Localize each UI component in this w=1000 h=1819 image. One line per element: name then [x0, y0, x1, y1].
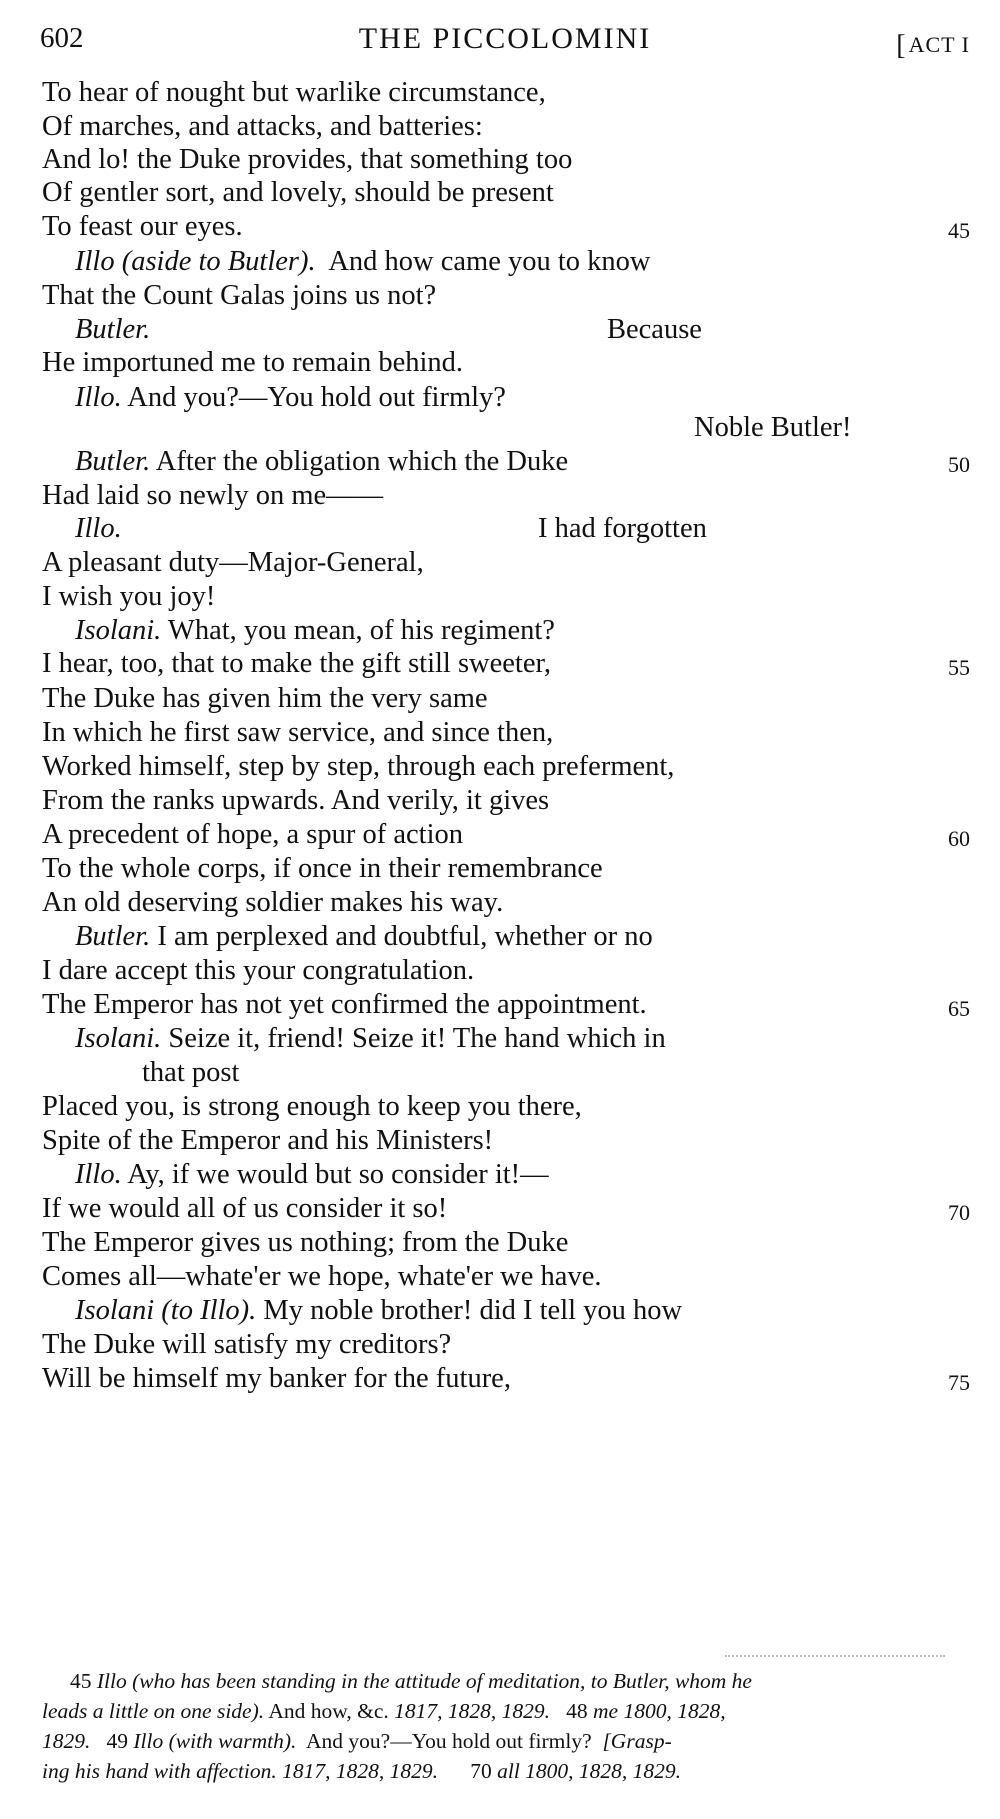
- page-number: 602: [40, 22, 84, 54]
- speech: And you?—You hold out firmly?: [127, 382, 506, 413]
- running-header: [40, 22, 970, 62]
- footnote-text: Illo (with warmth).: [133, 1729, 297, 1753]
- speaker: [75, 313, 150, 347]
- speaker: Illo (aside to Butler).: [75, 246, 316, 277]
- speaker: Illo.: [75, 382, 122, 413]
- verse-line: I wish you joy!: [42, 581, 216, 612]
- speech: I am perplexed and doubtful, whether or no: [157, 921, 653, 952]
- verse-line: Because: [607, 314, 702, 345]
- verse-line: I hear, too, that to make the gift still sweeter,: [42, 648, 551, 679]
- verse-line: And lo! the Duke provides, that something too: [42, 144, 573, 175]
- speech: Seize it, friend! Seize it! The hand which in: [168, 1023, 666, 1054]
- verse-line: I dare accept this your congratulation.: [42, 955, 475, 986]
- act-text: ACT I: [908, 32, 970, 57]
- footnote-text: And how, &c.: [268, 1699, 389, 1723]
- footnote-number: 48: [566, 1699, 588, 1723]
- speaker-name: Butler.: [75, 314, 151, 345]
- verse-line: A pleasant duty—Major-General,: [42, 547, 424, 578]
- verse-line: [75, 1022, 666, 1056]
- verse-line: I had forgotten: [538, 513, 707, 544]
- speaker: Isolani (to Illo).: [75, 1295, 257, 1326]
- footnote-number: 45: [70, 1669, 92, 1693]
- verse-line: Worked himself, step by step, through each preferment,: [42, 751, 675, 782]
- footnote-text: me 1800, 1828,: [593, 1699, 726, 1723]
- verse-line: Comes all—whate'er we hope, whate'er we have.: [42, 1261, 602, 1292]
- verse-line: To hear of nought but warlike circumstance,: [42, 77, 546, 108]
- line-number: 60: [948, 826, 970, 851]
- verse-line: Spite of the Emperor and his Ministers!: [42, 1125, 494, 1156]
- verse-line: To the whole corps, if once in their remembrance: [42, 853, 603, 884]
- line-number: 55: [948, 655, 970, 680]
- verse-line: [75, 381, 506, 415]
- speaker-name: Illo.: [75, 513, 122, 544]
- verse-line: If we would all of us consider it so!: [42, 1193, 448, 1224]
- verse-line: [75, 920, 653, 954]
- verse-line: [75, 245, 650, 279]
- footnote-text: ing his hand with affection. 1817, 1828, 1829.: [42, 1759, 438, 1783]
- footnote-text: Illo (who has been standing in the attitude of meditation, to Butler, whom he: [96, 1669, 752, 1693]
- speaker: Butler.: [75, 446, 151, 477]
- footnote-text: leads a little on one side).: [42, 1699, 265, 1723]
- footnote: [70, 1666, 752, 1696]
- verse-line: Of marches, and attacks, and batteries:: [42, 111, 483, 142]
- verse-line: In which he first saw service, and since then,: [42, 717, 554, 748]
- speaker: [75, 512, 122, 546]
- footnote-text: all 1800, 1828, 1829.: [497, 1759, 682, 1783]
- speech: What, you mean, of his regiment?: [167, 615, 555, 646]
- footnote-number: 70: [470, 1759, 492, 1783]
- speech: And how came you to know: [328, 246, 651, 277]
- speaker: Isolani.: [75, 1023, 162, 1054]
- footnote-number: 49: [106, 1729, 128, 1753]
- footnote-text: [Grasp-: [602, 1729, 672, 1753]
- verse-line: The Emperor has not yet confirmed the appointment.: [42, 989, 647, 1020]
- verse-line: Of gentler sort, and lovely, should be present: [42, 177, 554, 208]
- act-label: [896, 28, 970, 60]
- verse-line: The Duke will satisfy my creditors?: [42, 1329, 452, 1360]
- speaker: Butler.: [75, 921, 151, 952]
- verse-line: that post: [142, 1057, 240, 1088]
- verse-line: Will be himself my banker for the future,: [42, 1363, 511, 1394]
- footnote: [42, 1756, 681, 1786]
- speech: My noble brother! did I tell you how: [263, 1295, 683, 1326]
- speaker: Illo.: [75, 1159, 122, 1190]
- speaker: Isolani.: [75, 615, 162, 646]
- line-number: 70: [948, 1200, 970, 1225]
- footnote-text: 1829.: [42, 1729, 91, 1753]
- verse-line: [75, 614, 555, 648]
- verse-line: Had laid so newly on me——: [42, 480, 384, 511]
- line-number: 45: [948, 218, 970, 243]
- verse-line: To feast our eyes.: [42, 211, 243, 242]
- speech: After the obligation which the Duke: [155, 446, 569, 477]
- verse-line: An old deserving soldier makes his way.: [42, 887, 504, 918]
- verse-line: That the Count Galas joins us not?: [42, 280, 437, 311]
- verse-line: The Duke has given him the very same: [42, 683, 488, 714]
- verse-line: [75, 445, 568, 479]
- verse-line: Noble Butler!: [694, 412, 852, 443]
- verse-line: The Emperor gives us nothing; from the Duke: [42, 1227, 569, 1258]
- footnote-text: And you?—You hold out firmly?: [306, 1729, 592, 1753]
- verse-line: From the ranks upwards. And verily, it gives: [42, 785, 550, 816]
- verse-line: [75, 1294, 682, 1328]
- line-number: 75: [948, 1370, 970, 1395]
- verse-line: He importuned me to remain behind.: [42, 347, 464, 378]
- verse-line: [75, 1158, 549, 1192]
- verse-line: Placed you, is strong enough to keep you there,: [42, 1091, 582, 1122]
- speech: Ay, if we would but so consider it!—: [127, 1159, 549, 1190]
- act-bracket: [: [896, 30, 907, 61]
- line-number: 65: [948, 996, 970, 1021]
- running-title: THE PICCOLOMINI: [358, 22, 652, 55]
- line-number: 50: [948, 452, 970, 477]
- footnote-rule: [725, 1655, 945, 1661]
- footnote: [42, 1726, 672, 1756]
- footnote-text: 1817, 1828, 1829.: [394, 1699, 551, 1723]
- footnote: [42, 1696, 726, 1726]
- verse-line: A precedent of hope, a spur of action: [42, 819, 464, 850]
